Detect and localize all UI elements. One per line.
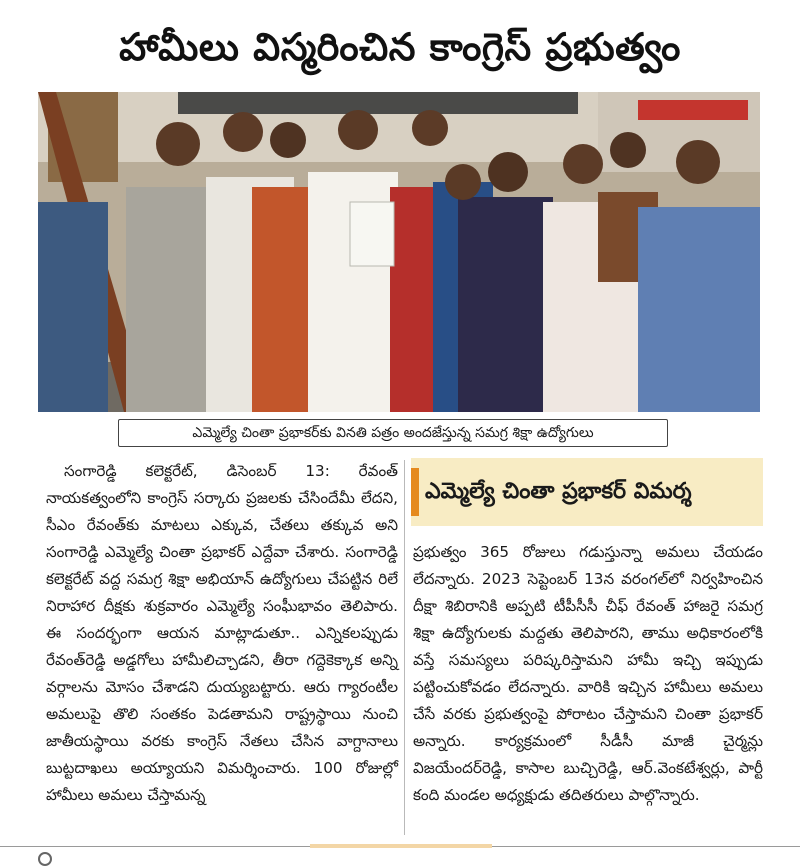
headline: హామీలు విస్మరించిన కాంగ్రెస్ ప్రభుత్వం xyxy=(119,25,681,69)
bottom-accent-bar xyxy=(310,844,492,848)
subheading-accent-bar xyxy=(411,468,419,516)
news-photo xyxy=(38,92,760,412)
article-column-left xyxy=(46,458,398,809)
article-column-right xyxy=(413,539,763,809)
page-marker-icon xyxy=(38,852,52,866)
group-photo-illustration xyxy=(38,92,760,412)
subheading-box xyxy=(411,458,763,526)
column-divider xyxy=(404,460,405,835)
subheading: ఎమ్మెల్యే చింతా ప్రభాకర్ విమర్శ xyxy=(425,479,692,504)
article-paragraph-left: సంగారెడ్డి కలెక్టరేట్, డిసెంబర్ 13: రేవంత్ నాయకత్వంలోని కాంగ్రెస్ సర్కారు ప్రజలకు చేసిందేమీ లేదని, సీఎం రేవంత్‌కు మాటలు ఎక్కువ, చేతలు తక్కువ అని సంగారెడ్డి ఎమ్మెల్యే చింతా ప్రభాకర్ ఎద్దేవా చేశారు. సంగారెడ్డి కలెక్టరేట్ వద్ద సమగ్ర శిక్షా అభియాన్ ఉద్యోగులు చేపట్టిన రిలే నిరాహార దీక్షకు శుక్రవారం ఎమ్మెల్యే సంఘీభావం తెలిపారు. ఈ సందర్భంగా ఆయన మాట్లాడుతూ.. ఎన్నికలప్పుడు రేవంత్‌రెడ్డి అడ్డగోలు హామీలిచ్చాడని, తీరా గద్దెకెక్కాక అన్ని వర్గాలను మోసం చేశాడని దుయ్యబట్టారు. ఆరు గ్యారంటీల అమలుపై తొలి సంతకం పెడతామని రాష్ట్రస్థాయి నుంచి జాతీయస్థాయి వరకు కాంగ్రెస్ నేతలు చేసిన వాగ్దానాలు బుట్టదాఖలు అయ్యాయని విమర్శించారు. 100 రోజుల్లో హామీలు అమలు చేస్తామన్న xyxy=(46,462,398,804)
article-paragraph-right: ప్రభుత్వం 365 రోజులు గడుస్తున్నా అమలు చేయడం లేదన్నారు. 2023 సెప్టెంబర్ 13న వరంగల్‌లో నిర్వహించిన దీక్షా శిబిరానికి అప్పటి టీపీసీసీ చీఫ్ రేవంత్ హాజరై సమగ్ర శిక్షా ఉద్యోగులకు మద్దతు తెలిపారని, తాము అధికారంలోకి వస్తే సమస్యలు పరిష్కరిస్తామని హామీ ఇచ్చి ఇప్పుడు పట్టించుకోవడం లేదన్నారు. వారికి ఇచ్చిన హామీలు అమలు చేసే వరకు ప్రభుత్వంపై పోరాటం చేస్తామని చింతా ప్రభాకర్ అన్నారు. కార్యక్రమంలో సీడీసీ మాజీ చైర్మన్లు విజయేందర్‌రెడ్డి, కాసాల బుచ్చిరెడ్డి, ఆర్.వెంకటేశ్వర్లు, పార్టీ కంది మండల అధ్యక్షుడు తదితరులు పాల్గొన్నారు. xyxy=(413,543,763,804)
photo-caption: ఎమ్మెల్యే చింతా ప్రభాకర్‌కు వినతి పత్రం అందజేస్తున్న సమగ్ర శిక్షా ఉద్యోగులు xyxy=(118,419,668,447)
